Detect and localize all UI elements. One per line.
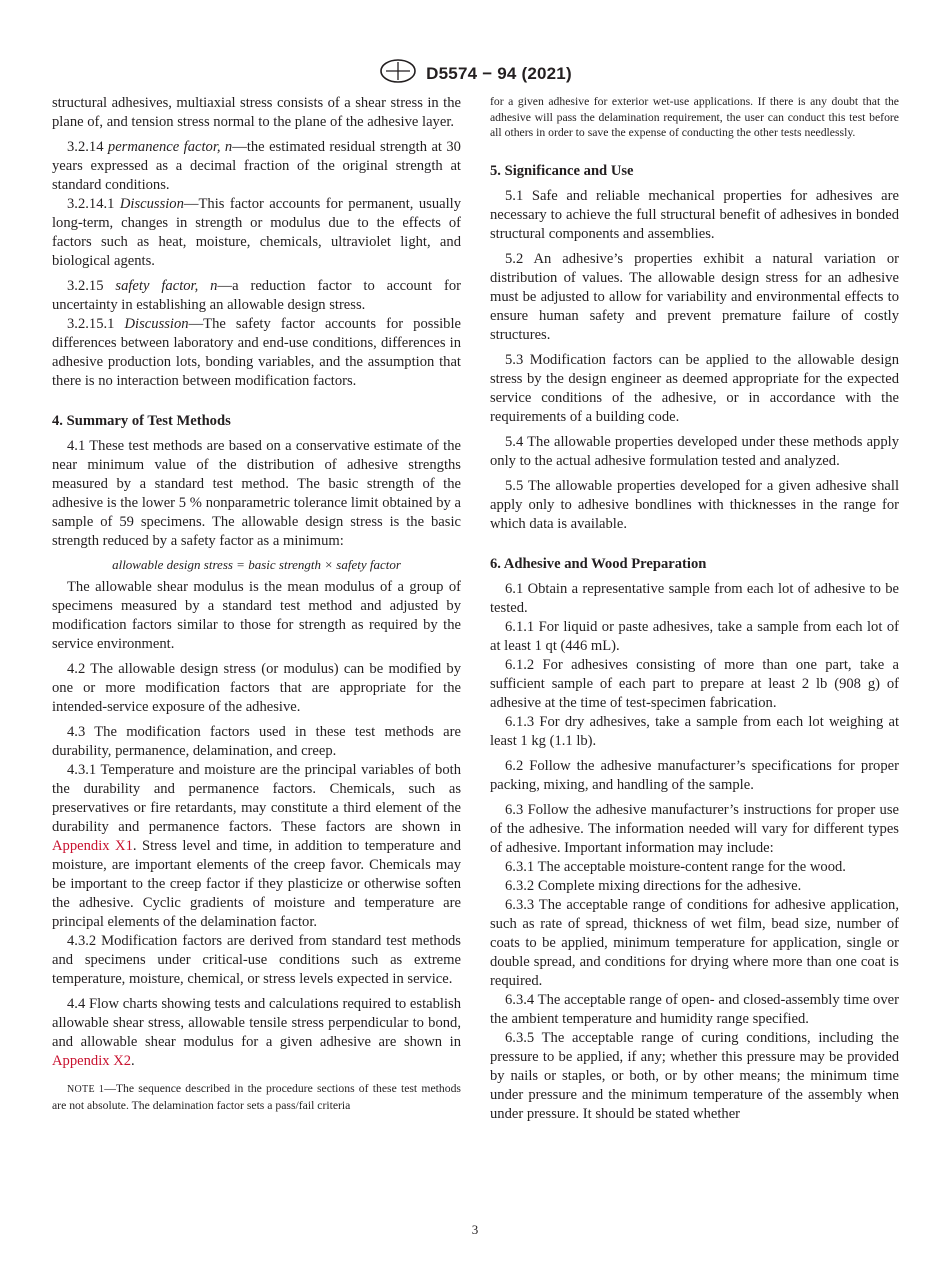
astm-logo-icon bbox=[378, 58, 418, 89]
paragraph-6-3: 6.3 Follow the adhesive manufacturer’s instructions for proper use of the adhesive. The information needed will vary for different types of adhesive. Important information may include: bbox=[490, 801, 899, 856]
section-heading-4: 4. Summary of Test Methods bbox=[52, 413, 231, 429]
paragraph-4-4: 4.4 Flow charts showing tests and calculations required to establish allowable shear stress, allowable tensile stress perpendicular to bond, and allowable shear modulus for a given adhesive are shown in Appendix X2. bbox=[52, 996, 461, 1069]
paragraph: structural adhesives, multiaxial stress consists of a shear stress in the plane of, and tension stress normal to the plane of the adhesive layer. bbox=[52, 95, 461, 130]
paragraph-6-1-3: 6.1.3 For dry adhesives, take a sample from each lot weighing at least 1 kg (1.1 lb). bbox=[490, 713, 899, 749]
paragraph-6-1-2: 6.1.2 For adhesives consisting of more than one part, take a sufficient sample of each part to prepare at least 2 lb (908 g) of adhesive at the time of test-specimen fabrication. bbox=[490, 656, 899, 711]
paragraph-6-1-1: 6.1.1 For liquid or paste adhesives, take a sample from each lot of at least 1 qt (446 mL). bbox=[490, 618, 899, 654]
right-column bbox=[490, 94, 899, 1124]
paragraph-6-3-1: 6.3.1 The acceptable moisture-content range for the wood. bbox=[505, 858, 846, 875]
paragraph-6-3-5: 6.3.5 The acceptable range of curing conditions, including the pressure to be applied, if any; whether this pressure may be provided by nails or staples, or both, or by other means; the minimum time under pressure and the minimum temperature of the assembly when under pressure. It should be stated whether bbox=[490, 1029, 899, 1122]
equation: allowable design stress = basic strength × safety factor bbox=[112, 557, 401, 572]
paragraph-4-3-2: 4.3.2 Modification factors are derived from standard test methods and specimens under critical-use conditions such as extreme temperature, moisture, chemical, or stress levels expected in service. bbox=[52, 933, 461, 987]
discussion-safety: 3.2.15.1 Discussion—The safety factor accounts for possible differences between laboratory and end-use conditions, differences in adhesive production lots, bonding variables, and the assumption that there is no interaction between modification factors. bbox=[52, 316, 462, 389]
paragraph-4-2: 4.2 The allowable design stress (or modulus) can be modified by one or more modification factors that are appropriate for the intended-service exposure of the adhesive. bbox=[52, 661, 461, 715]
appendix-x2-link[interactable]: Appendix X2 bbox=[52, 1053, 132, 1069]
discussion-permanence: 3.2.14.1 Discussion—This factor accounts for permanent, usually long-term, changes in strength or modulus due to the effects of factors such as heat, moisture, chemicals, ultraviolet light, and biological agents. bbox=[52, 196, 461, 269]
paragraph-6-3-2: 6.3.2 Complete mixing directions for the adhesive. bbox=[505, 877, 802, 894]
note-1: NOTE 1—The sequence described in the procedure sections of these test methods are not absolute. The delamination factor sets a pass/fail criteria bbox=[52, 1082, 461, 1112]
paragraph-5-3: 5.3 Modification factors can be applied to the allowable design stress by the design engineer as deemed appropriate for the expected service conditions of the adhesive, or in accordance with the requirements of a building code. bbox=[490, 351, 899, 425]
paragraph-4-1: 4.1 These test methods are based on a conservative estimate of the near minimum value of the distribution of adhesive strengths measured by a standard test method. The basic strength of the adhesive is the lower 5 % nonparametric tolerance limit obtained by a sample of 59 specimens. The allowable design stress is the basic strength reduced by a safety factor as a minimum: bbox=[52, 438, 461, 549]
appendix-x1-link[interactable]: Appendix X1 bbox=[52, 838, 133, 854]
paragraph-shear-modulus: The allowable shear modulus is the mean modulus of a group of specimens measured by a standard test method and adjusted by modification factors similar to those for strength as required by the service environment. bbox=[52, 579, 461, 652]
definition-safety-factor: 3.2.15 safety factor, n—a reduction factor to account for uncertainty in establishing an allowable design stress. bbox=[52, 278, 461, 313]
paragraph-6-3-3: 6.3.3 The acceptable range of conditions for adhesive application, such as rate of spread, thickness of wet film, bead size, number of coats to be applied, minimum temperature for application, single or double spread, and conditions for drying where more than one coat is required. bbox=[490, 896, 899, 989]
document-designation: D5574 − 94 (2021) bbox=[426, 63, 572, 83]
paragraph-5-1: 5.1 Safe and reliable mechanical properties for adhesives are necessary to achieve the full structural benefit of adhesives in bonded structural components and assemblies. bbox=[490, 187, 899, 242]
definition-permanence-factor: 3.2.14 permanence factor, n—the estimated residual strength at 30 years expressed as a decimal fraction of the original strength at standard conditions. bbox=[52, 139, 461, 193]
paragraph-6-1: 6.1 Obtain a representative sample from each lot of adhesive to be tested. bbox=[490, 580, 899, 616]
section-heading-6: 6. Adhesive and Wood Preparation bbox=[490, 555, 707, 572]
note-continuation: for a given adhesive for exterior wet-use applications. If there is any doubt that the adhesive will pass the delamination requirement, the user can conduct this test before all others in order to save the expense of conducting the other tests needlessly. bbox=[490, 95, 899, 139]
paragraph-4-3-1: 4.3.1 Temperature and moisture are the principal variables of both the durability and permanence factors. Chemicals, such as preservatives or fire retardants, may constitute a third element of the durability and permanence factors. These factors are shown in Appendix X1. Stress level and time, in addition to temperature and moisture, are important elements of the creep favor. Chemicals may be important to the creep factor if they plasticize or otherwise soften the adhesive. Cyclic gradients of moisture and temperature are principal elements of the delamination factor. bbox=[52, 762, 461, 930]
paragraph-5-4: 5.4 The allowable properties developed under these methods apply only to the actual adhesive formulation tested and analyzed. bbox=[490, 433, 899, 469]
paragraph-6-2: 6.2 Follow the adhesive manufacturer’s specifications for proper packing, mixing, and handling of the sample. bbox=[490, 757, 899, 793]
paragraph-6-3-4: 6.3.4 The acceptable range of open- and closed-assembly time over the ambient temperature and humidity range specified. bbox=[490, 991, 899, 1027]
paragraph-4-3: 4.3 The modification factors used in these test methods are durability, permanence, delamination, and creep. bbox=[52, 724, 461, 759]
page-number: 3 bbox=[471, 1222, 479, 1237]
paragraph-5-2: 5.2 An adhesive’s properties exhibit a natural variation or distribution of values. The allowable design stress for an adhesive must be adjusted to allow for variability and environmental effects to ensure human safety and prevent premature failure of costly structures. bbox=[490, 250, 899, 343]
page-header bbox=[0, 58, 950, 89]
left-column bbox=[52, 94, 461, 1113]
section-heading-5: 5. Significance and Use bbox=[490, 162, 634, 179]
paragraph-5-5: 5.5 The allowable properties developed for a given adhesive shall apply only to adhesive bondlines with thicknesses in the range for which data is available. bbox=[490, 477, 899, 532]
